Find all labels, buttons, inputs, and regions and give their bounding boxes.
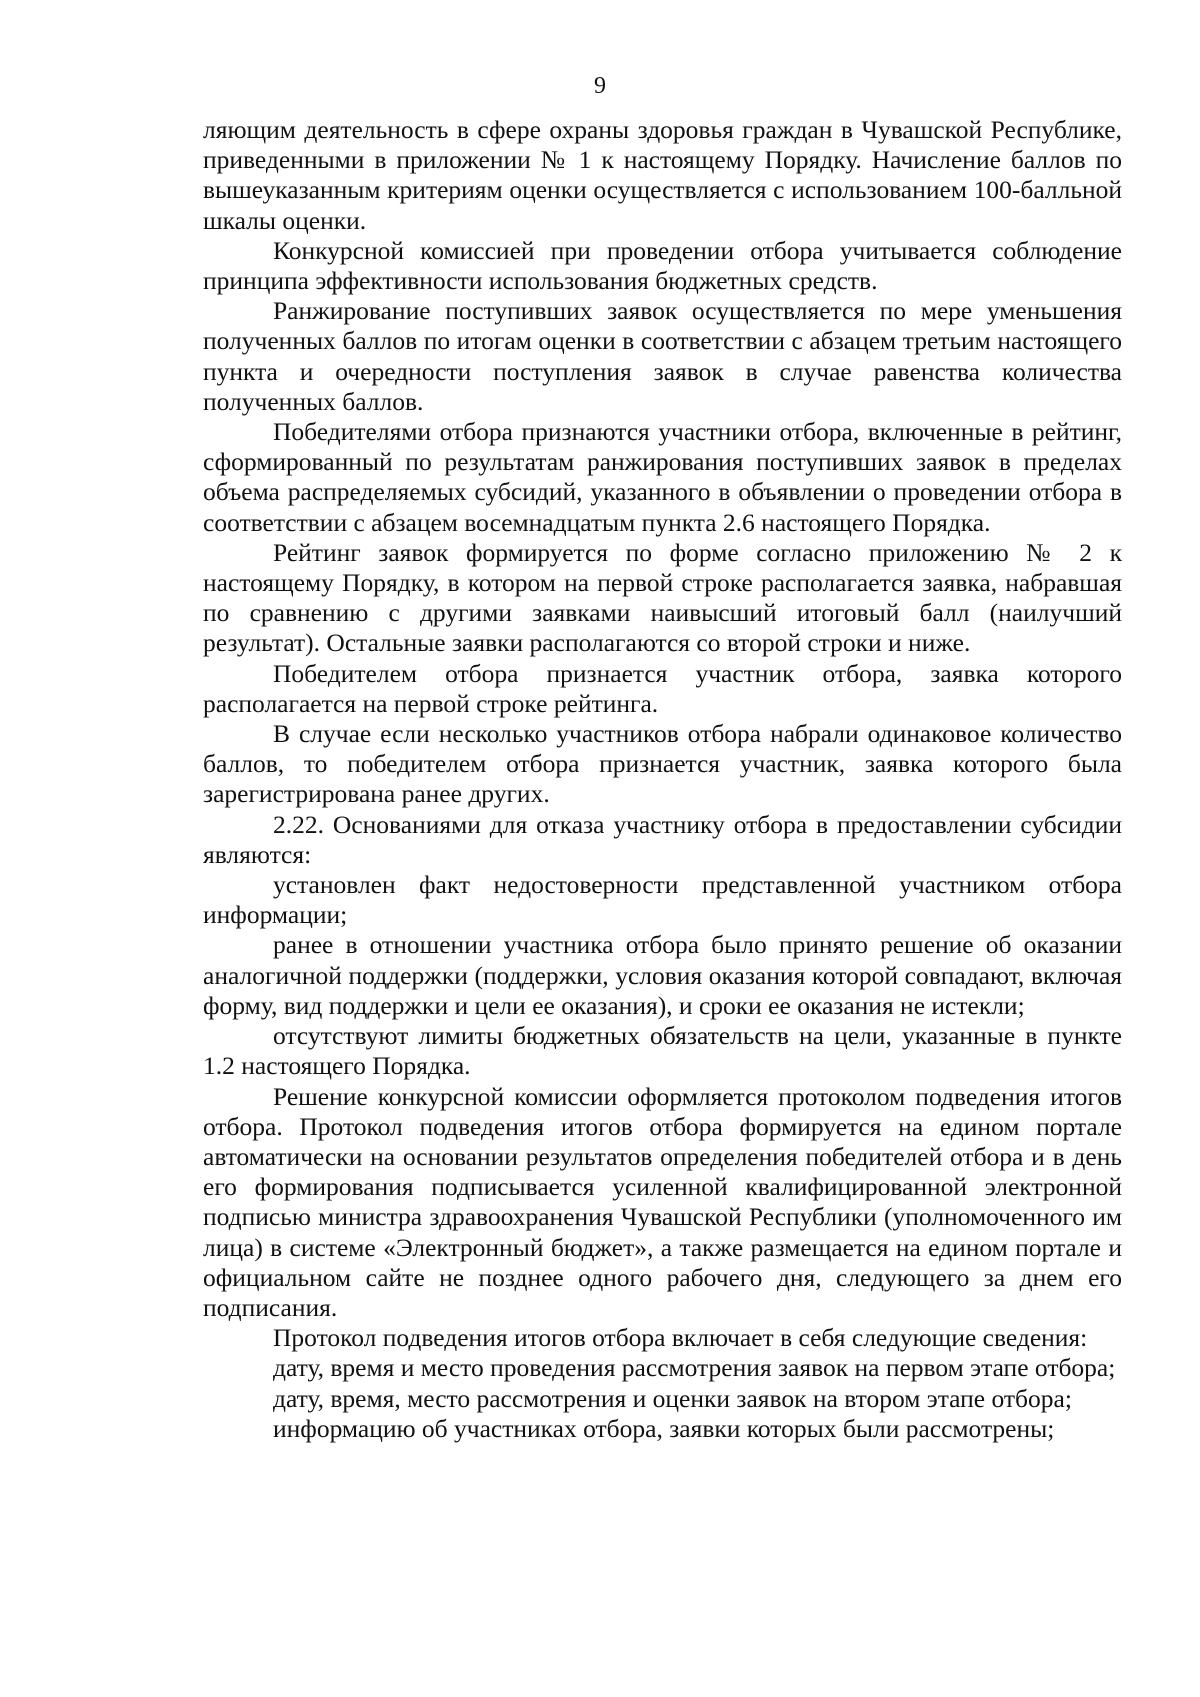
list-item-second-stage: дату, время, место рассмотрения и оценки заявок на втором этапе отбора;	[273, 1383, 1072, 1413]
list-item-no-limits: отсутствуют лимиты бюджетных обязательств на цели, указанные в пункте 1.2 настоящего Порядка.	[203, 1021, 1122, 1081]
list-item-prior-support: ранее в отношении участника отбора было принято решение об оказании аналогичной поддержки (поддержки, условия оказания которой совпадают, включая форму, вид поддержки и цели ее оказания), и сроки ее оказания не истекли;	[203, 930, 1122, 1020]
paragraph-ranking: Ранжирование поступивших заявок осуществляется по мере уменьшения полученных баллов по итогам оценки в соответствии с абзацем третьим настоящего пункта и очередности поступления заявок в случае равенства количества полученных баллов.	[203, 296, 1122, 416]
paragraph-commission-decision: Решение конкурсной комиссии оформляется протоколом подведения итогов отбора. Протокол подведения итогов отбора формируется на едином портале автоматически на основании результатов определения победителей отбора и в день его формирования подписывается усиленной квалифицированной электронной подписью министра здравоохранения Чувашской Республики (уполномоченного им лица) в системе «Электронный бюджет», а также размещается на едином портале и официальном сайте не позднее одного рабочего дня, следующего за днем его подписания.	[203, 1081, 1122, 1322]
paragraph-winner-first-row: Победителем отбора признается участник отбора, заявка которого располагается на первой строке рейтинга.	[203, 658, 1122, 718]
paragraph-budget-efficiency: Конкурсной комиссией при проведении отбора учитывается соблюдение принципа эффективности использования бюджетных средств.	[203, 235, 1122, 296]
list-item-participants-info: информацию об участниках отбора, заявки которых были рассмотрены;	[273, 1413, 1055, 1443]
page-number: 9	[594, 73, 606, 99]
paragraph-continuation: ляющим деятельность в сфере охраны здоровья граждан в Чувашской Республике, приведенными в приложении № 1 к настоящему Порядку. Начисление баллов по вышеуказанным критериям оценки осуществляется с использованием 100-балльной шкалы оценки.	[203, 115, 1122, 235]
paragraph-rating-form: Рейтинг заявок формируется по форме согласно приложению № 2 к настоящему Порядку, в котором на первой строке располагается заявка, набравшая по сравнению с другими заявками наивысший итоговый балл (наилучший результат). Остальные заявки располагаются со второй строки и ниже.	[203, 537, 1122, 658]
list-item-unreliable-info: установлен факт недостоверности представленной участником отбора информации;	[203, 870, 1122, 930]
document-body	[203, 115, 1122, 1444]
list-item-first-stage: дату, время и место проведения рассмотрения заявок на первом этапе отбора;	[273, 1353, 1116, 1383]
paragraph-protocol-contents: Протокол подведения итогов отбора включает в себя следующие сведения:	[273, 1323, 1088, 1353]
paragraph-refusal-grounds: 2.22. Основаниями для отказа участнику отбора в предоставлении субсидии являются:	[203, 809, 1122, 869]
paragraph-equal-points: В случае если несколько участников отбора набрали одинаковое количество баллов, то победителем отбора признается участник, заявка которого была зарегистрирована ранее других.	[203, 719, 1122, 809]
paragraph-winners: Победителями отбора признаются участники отбора, включенные в рейтинг, сформированный по результатам ранжирования поступивших заявок в пределах объема распределяемых субсидий, указанного в объявлении о проведении отбора в соответствии с абзацем восемнадцатым пункта 2.6 настоящего Порядка.	[203, 417, 1122, 537]
